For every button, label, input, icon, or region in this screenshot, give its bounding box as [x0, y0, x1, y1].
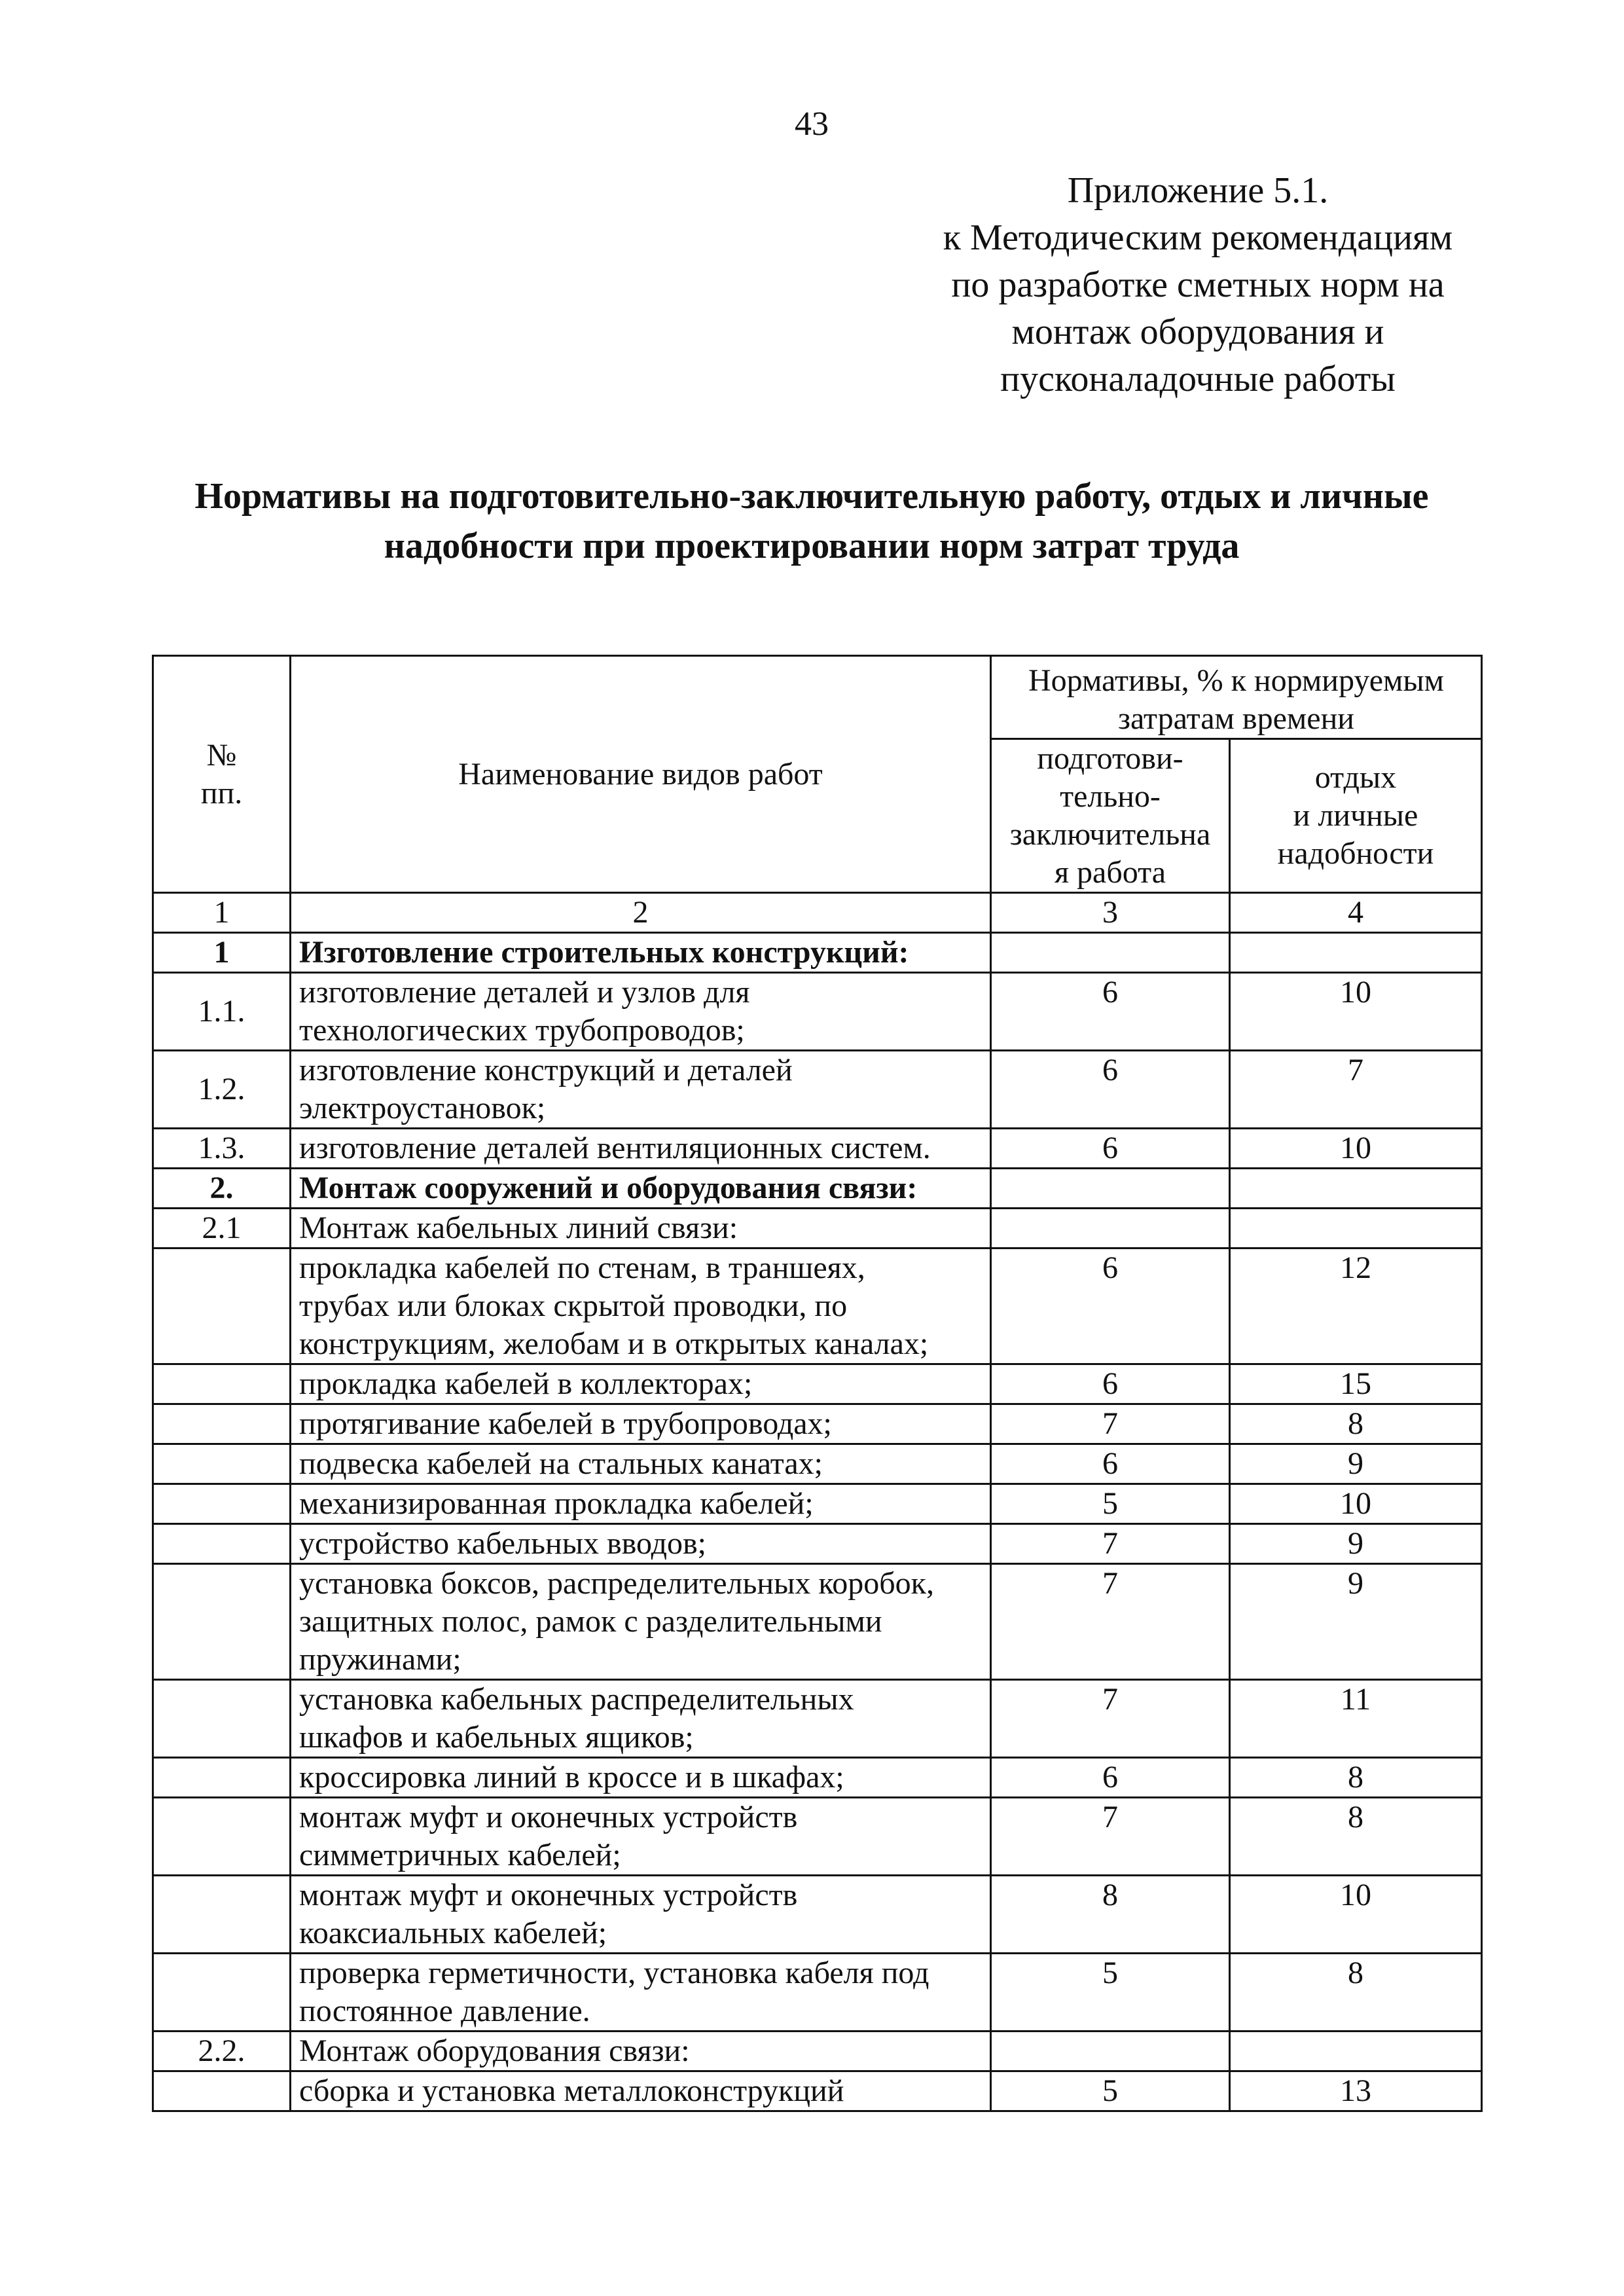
prep-percent: [991, 1209, 1230, 1248]
work-name-line: механизированная прокладка кабелей;: [299, 1486, 814, 1521]
prep-percent: 6: [991, 1758, 1230, 1798]
work-name: [291, 1876, 991, 1954]
table-row: [153, 1798, 1482, 1876]
norms-table-body: [153, 933, 1482, 2111]
prep-percent: 5: [991, 1954, 1230, 2032]
row-number: [153, 1798, 291, 1876]
work-name-line: Монтаж оборудования связи:: [299, 2033, 690, 2068]
prep-percent: 6: [991, 1129, 1230, 1169]
work-name-line: технологических трубопроводов;: [299, 1013, 745, 1048]
row-number: 1: [153, 933, 291, 973]
row-number: [153, 1524, 291, 1564]
work-name-line: изготовление деталей вентиляционных систем.: [299, 1131, 931, 1165]
work-name-line: Монтаж кабельных линий связи:: [299, 1211, 738, 1245]
prep-percent: 6: [991, 1444, 1230, 1484]
table-row: [153, 1129, 1482, 1169]
title-line-1: Нормативы на подготовительно-заключительную работу, отдых и личные: [194, 476, 1429, 517]
row-number: [153, 1248, 291, 1364]
column-numbers-row: [153, 893, 1482, 933]
work-name: [291, 1364, 991, 1404]
table-row: [153, 973, 1482, 1051]
work-name: [291, 1248, 991, 1364]
row-number: 1.1.: [153, 973, 291, 1051]
rest-percent: 7: [1230, 1051, 1482, 1129]
table-row: [153, 1954, 1482, 2032]
table-row: [153, 1051, 1482, 1129]
rest-percent: [1230, 2032, 1482, 2071]
work-name-line: прокладка кабелей по стенам, в траншеях,: [299, 1250, 865, 1285]
table-row: [153, 1564, 1482, 1680]
rest-percent: 9: [1230, 1524, 1482, 1564]
rest-percent: [1230, 1169, 1482, 1209]
work-name-line: прокладка кабелей в коллекторах;: [299, 1366, 753, 1401]
row-number: [153, 1364, 291, 1404]
table-row: [153, 2032, 1482, 2071]
prep-percent: [991, 2032, 1230, 2071]
table-row: [153, 1758, 1482, 1798]
work-name: [291, 1169, 991, 1209]
work-name-line: установка кабельных распределительных: [299, 1682, 854, 1717]
column-number: 3: [991, 893, 1230, 933]
header-name: Наименование видов работ: [291, 656, 991, 893]
work-name: [291, 1051, 991, 1129]
table-row: [153, 1680, 1482, 1758]
header-rest: отдых и личные надобности: [1230, 739, 1482, 893]
rest-percent: 13: [1230, 2071, 1482, 2111]
work-name-line: коаксиальных кабелей;: [299, 1916, 607, 1950]
prep-percent: 6: [991, 973, 1230, 1051]
column-number: 1: [153, 893, 291, 933]
appendix-line: Приложение 5.1.: [1067, 170, 1329, 211]
title-line-2: надобности при проектировании норм затрат труда: [384, 526, 1240, 566]
rest-percent: 10: [1230, 1129, 1482, 1169]
page-number: 43: [795, 105, 829, 143]
norms-table: [152, 655, 1483, 2112]
rest-percent: 9: [1230, 1444, 1482, 1484]
rest-percent: 8: [1230, 1404, 1482, 1444]
work-name-line: постоянное давление.: [299, 1994, 590, 2028]
column-number: 2: [291, 893, 991, 933]
rest-percent: [1230, 1209, 1482, 1248]
work-name: [291, 2071, 991, 2111]
row-number: [153, 1758, 291, 1798]
work-name: [291, 2032, 991, 2071]
work-name-line: электроустановок;: [299, 1091, 546, 1125]
rest-percent: 8: [1230, 1798, 1482, 1876]
row-number: [153, 1484, 291, 1524]
work-name-line: трубах или блоках скрытой проводки, по: [299, 1288, 848, 1323]
work-name: [291, 1524, 991, 1564]
table-row: [153, 2071, 1482, 2111]
appendix-line: к Методическим рекомендациям: [943, 217, 1453, 258]
work-name: [291, 1798, 991, 1876]
row-number: 2.2.: [153, 2032, 291, 2071]
table-row: [153, 1484, 1482, 1524]
rest-percent: [1230, 933, 1482, 973]
work-name-line: защитных полос, рамок с разделительными: [299, 1604, 882, 1639]
work-name-line: пружинами;: [299, 1642, 461, 1677]
work-name: [291, 1680, 991, 1758]
table-row: [153, 1444, 1482, 1484]
work-name: [291, 933, 991, 973]
prep-percent: [991, 933, 1230, 973]
table-row: [153, 1404, 1482, 1444]
column-number: 4: [1230, 893, 1482, 933]
prep-percent: 7: [991, 1524, 1230, 1564]
table-row: [153, 1364, 1482, 1404]
work-name: [291, 1484, 991, 1524]
row-number: [153, 1404, 291, 1444]
work-name-line: конструкциям, желобам и в открытых каналах;: [299, 1326, 929, 1361]
work-name-line: кроссировка линий в кроссе и в шкафах;: [299, 1760, 844, 1795]
work-name-line: сборка и установка металлоконструкций: [299, 2073, 844, 2108]
header-num: № пп.: [153, 656, 291, 893]
table-row: [153, 1209, 1482, 1248]
rest-percent: 12: [1230, 1248, 1482, 1364]
work-name: [291, 1129, 991, 1169]
appendix-note: [903, 167, 1492, 403]
row-number: [153, 1564, 291, 1680]
prep-percent: 5: [991, 2071, 1230, 2111]
work-name-line: изготовление конструкций и деталей: [299, 1053, 793, 1087]
prep-percent: 8: [991, 1876, 1230, 1954]
rest-percent: 10: [1230, 973, 1482, 1051]
work-name: [291, 973, 991, 1051]
row-number: 2.1: [153, 1209, 291, 1248]
work-name: [291, 1444, 991, 1484]
row-number: [153, 1444, 291, 1484]
work-name-line: Монтаж сооружений и оборудования связи:: [299, 1171, 918, 1205]
appendix-line: монтаж оборудования и: [1011, 312, 1384, 352]
appendix-line: пусконаладочные работы: [1000, 359, 1396, 399]
row-number: [153, 1954, 291, 2032]
prep-percent: 5: [991, 1484, 1230, 1524]
prep-percent: 6: [991, 1364, 1230, 1404]
work-name-line: монтаж муфт и оконечных устройств: [299, 1878, 798, 1912]
prep-percent: 7: [991, 1404, 1230, 1444]
table-row: [153, 1876, 1482, 1954]
prep-percent: 7: [991, 1564, 1230, 1680]
row-number: 2.: [153, 1169, 291, 1209]
rest-percent: 8: [1230, 1758, 1482, 1798]
work-name: [291, 1564, 991, 1680]
header-prep: подготови- тельно- заключительна я работа: [991, 739, 1230, 893]
prep-percent: 6: [991, 1051, 1230, 1129]
work-name-line: монтаж муфт и оконечных устройств: [299, 1800, 798, 1834]
work-name-line: протягивание кабелей в трубопроводах;: [299, 1406, 832, 1441]
appendix-line: по разработке сметных норм на: [951, 264, 1445, 305]
row-number: [153, 2071, 291, 2111]
work-name: [291, 1758, 991, 1798]
row-number: [153, 1876, 291, 1954]
work-name-line: проверка герметичности, установка кабеля под: [299, 1956, 929, 1990]
work-name: [291, 1404, 991, 1444]
work-name-line: установка боксов, распределительных коробок,: [299, 1566, 934, 1601]
table-row: [153, 1524, 1482, 1564]
rest-percent: 11: [1230, 1680, 1482, 1758]
work-name-line: Изготовление строительных конструкций:: [299, 935, 909, 970]
prep-percent: 7: [991, 1680, 1230, 1758]
header-norms: Нормативы, % к нормируемым затратам времени: [991, 656, 1482, 739]
work-name: [291, 1209, 991, 1248]
row-number: 1.3.: [153, 1129, 291, 1169]
rest-percent: 10: [1230, 1876, 1482, 1954]
table-row: [153, 1169, 1482, 1209]
work-name-line: устройство кабельных вводов;: [299, 1526, 706, 1561]
rest-percent: 15: [1230, 1364, 1482, 1404]
table-row: [153, 1248, 1482, 1364]
document-title: [98, 471, 1525, 571]
work-name-line: симметричных кабелей;: [299, 1838, 621, 1872]
rest-percent: 9: [1230, 1564, 1482, 1680]
work-name-line: шкафов и кабельных ящиков;: [299, 1720, 694, 1755]
work-name-line: изготовление деталей и узлов для: [299, 975, 750, 1010]
rest-percent: 10: [1230, 1484, 1482, 1524]
prep-percent: 7: [991, 1798, 1230, 1876]
work-name: [291, 1954, 991, 2032]
row-number: [153, 1680, 291, 1758]
row-number: 1.2.: [153, 1051, 291, 1129]
rest-percent: 8: [1230, 1954, 1482, 2032]
prep-percent: [991, 1169, 1230, 1209]
prep-percent: 6: [991, 1248, 1230, 1364]
work-name-line: подвеска кабелей на стальных канатах;: [299, 1446, 823, 1481]
table-row: [153, 933, 1482, 973]
